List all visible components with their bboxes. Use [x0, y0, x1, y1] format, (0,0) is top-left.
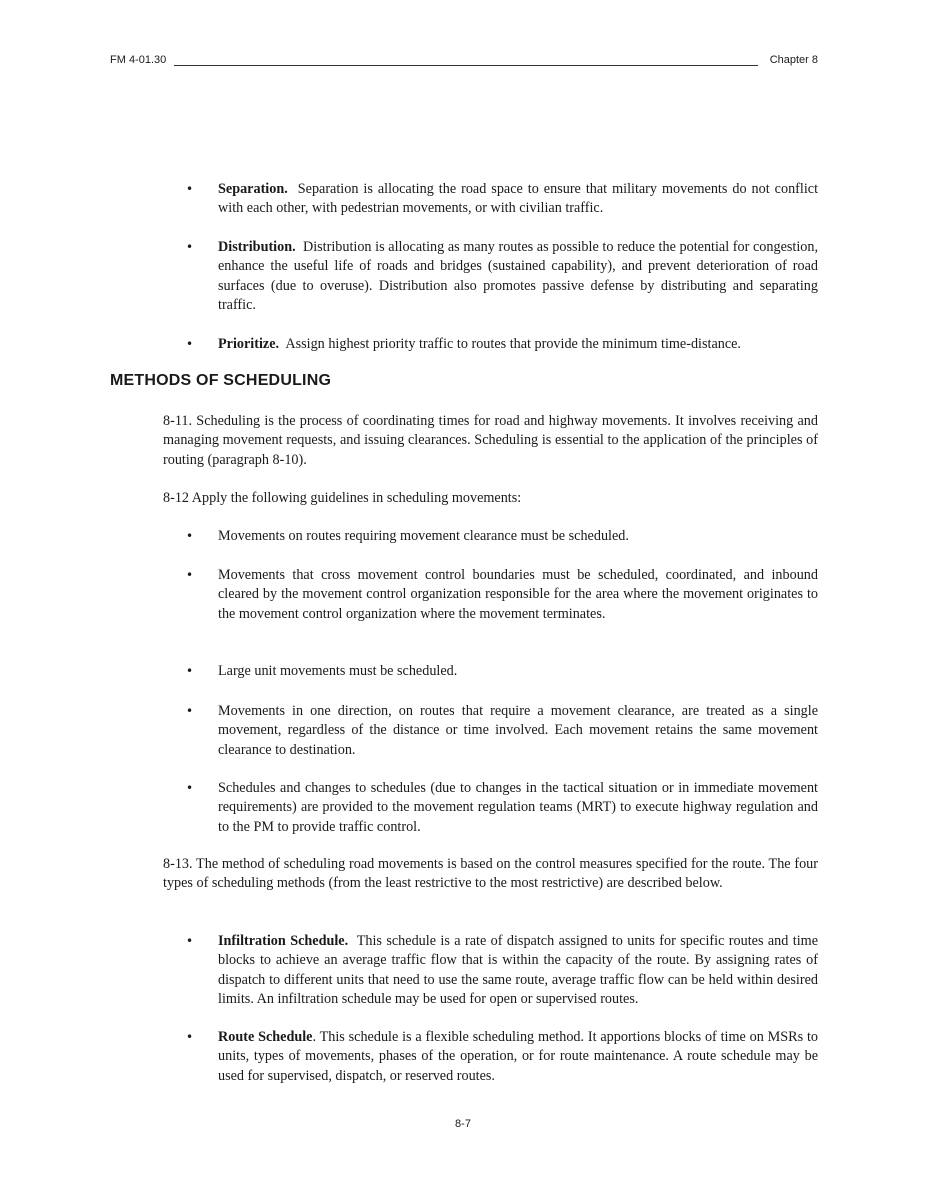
- bullet-term: Separation.: [218, 181, 288, 197]
- header-chapter: Chapter 8: [769, 54, 818, 66]
- bullet-text: This schedule is a rate of dispatch assigned to units for specific routes and time blocks to achieve an average traffic flow that is within the capacity of the route. By assigning rates of dispatch to different units that need to use the same route, average traffic flow can be held within desired limits. An infiltration schedule may be used for open or supervised routes.: [218, 933, 818, 1008]
- page-header: [110, 54, 818, 70]
- bullet-text: Distribution is allocating as many routes as possible to reduce the potential for congestion, enhance the useful life of roads and bridges (sustained capability), and prevent deterioration of road surfaces (due to overuse). Distribution also promotes passive defense by distributing and separating traffic.: [218, 239, 819, 314]
- bullet-term: Infiltration Schedule.: [218, 933, 349, 949]
- bullet-icon: •: [186, 1030, 194, 1044]
- bullet-infiltration-schedule: [186, 932, 818, 1010]
- bullet-icon: •: [186, 529, 194, 543]
- bullet-separation: [186, 180, 818, 219]
- bullet-icon: •: [186, 664, 194, 678]
- bullet-icon: •: [186, 934, 194, 948]
- bullet-icon: •: [186, 182, 194, 196]
- section-heading: METHODS OF SCHEDULING: [110, 372, 332, 389]
- list-item: [186, 662, 818, 681]
- header-doc-id: FM 4-01.30: [110, 54, 167, 66]
- bullet-icon: •: [186, 568, 194, 582]
- bullet-text: . This schedule is a flexible scheduling method. It apportions blocks of time on MSRs to units, types of movements, phases of the operation, or for route maintenance. A route schedule may be used for supervised, dispatch, or reserved routes.: [218, 1029, 818, 1084]
- bullet-icon: •: [186, 240, 194, 254]
- bullet-distribution: [186, 238, 818, 316]
- list-item: [186, 702, 818, 760]
- bullet-text: Movements on routes requiring movement clearance must be scheduled.: [218, 528, 629, 544]
- bullet-prioritize: [186, 335, 818, 354]
- bullet-text: Separation is allocating the road space to ensure that military movements do not conflict with each other, with pedestrian movements, or with civilian traffic.: [218, 181, 819, 217]
- bullet-text: Assign highest priority traffic to routes that provide the minimum time-distance.: [285, 336, 741, 352]
- paragraph-8-11: 8-11. Scheduling is the process of coordinating times for road and highway movements. It involves receiving and managing movement requests, and issuing clearances. Scheduling is essential to the application of the principles of routing (paragraph 8-10).: [163, 413, 818, 468]
- bullet-text: Movements that cross movement control boundaries must be scheduled, coordinated, and inbound cleared by the movement control organization responsible for the area where the movement originates to the movement control organization where the movement terminates.: [218, 567, 818, 622]
- bullet-icon: •: [186, 704, 194, 718]
- bullet-icon: •: [186, 781, 194, 795]
- bullet-text: Movements in one direction, on routes that require a movement clearance, are treated as a single movement, regardless of the distance or time involved. Each movement retains the same movement clearance to destination.: [218, 703, 818, 758]
- page-number: 8-7: [455, 1118, 471, 1130]
- bullet-term: Distribution.: [218, 239, 296, 255]
- paragraph-8-13: 8-13. The method of scheduling road movements is based on the control measures specified for the route. The four types of scheduling methods (from the least restrictive to the most restrictive) are described below.: [163, 856, 818, 892]
- header-rule: [174, 65, 758, 66]
- bullet-icon: •: [186, 337, 194, 351]
- bullet-text: Schedules and changes to schedules (due to changes in the tactical situation or in immediate movement requirements) are provided to the movement regulation teams (MRT) to execute highway regulation and to the PM to provide traffic control.: [218, 780, 818, 835]
- paragraph-8-12: 8-12 Apply the following guidelines in scheduling movements:: [163, 490, 522, 506]
- bullet-term: Prioritize.: [218, 336, 280, 352]
- bullet-text: Large unit movements must be scheduled.: [218, 663, 458, 679]
- bullet-route-schedule: [186, 1028, 818, 1086]
- bullet-term: Route Schedule: [218, 1029, 313, 1045]
- list-item: [186, 566, 818, 624]
- list-item: [186, 527, 818, 546]
- list-item: [186, 779, 818, 837]
